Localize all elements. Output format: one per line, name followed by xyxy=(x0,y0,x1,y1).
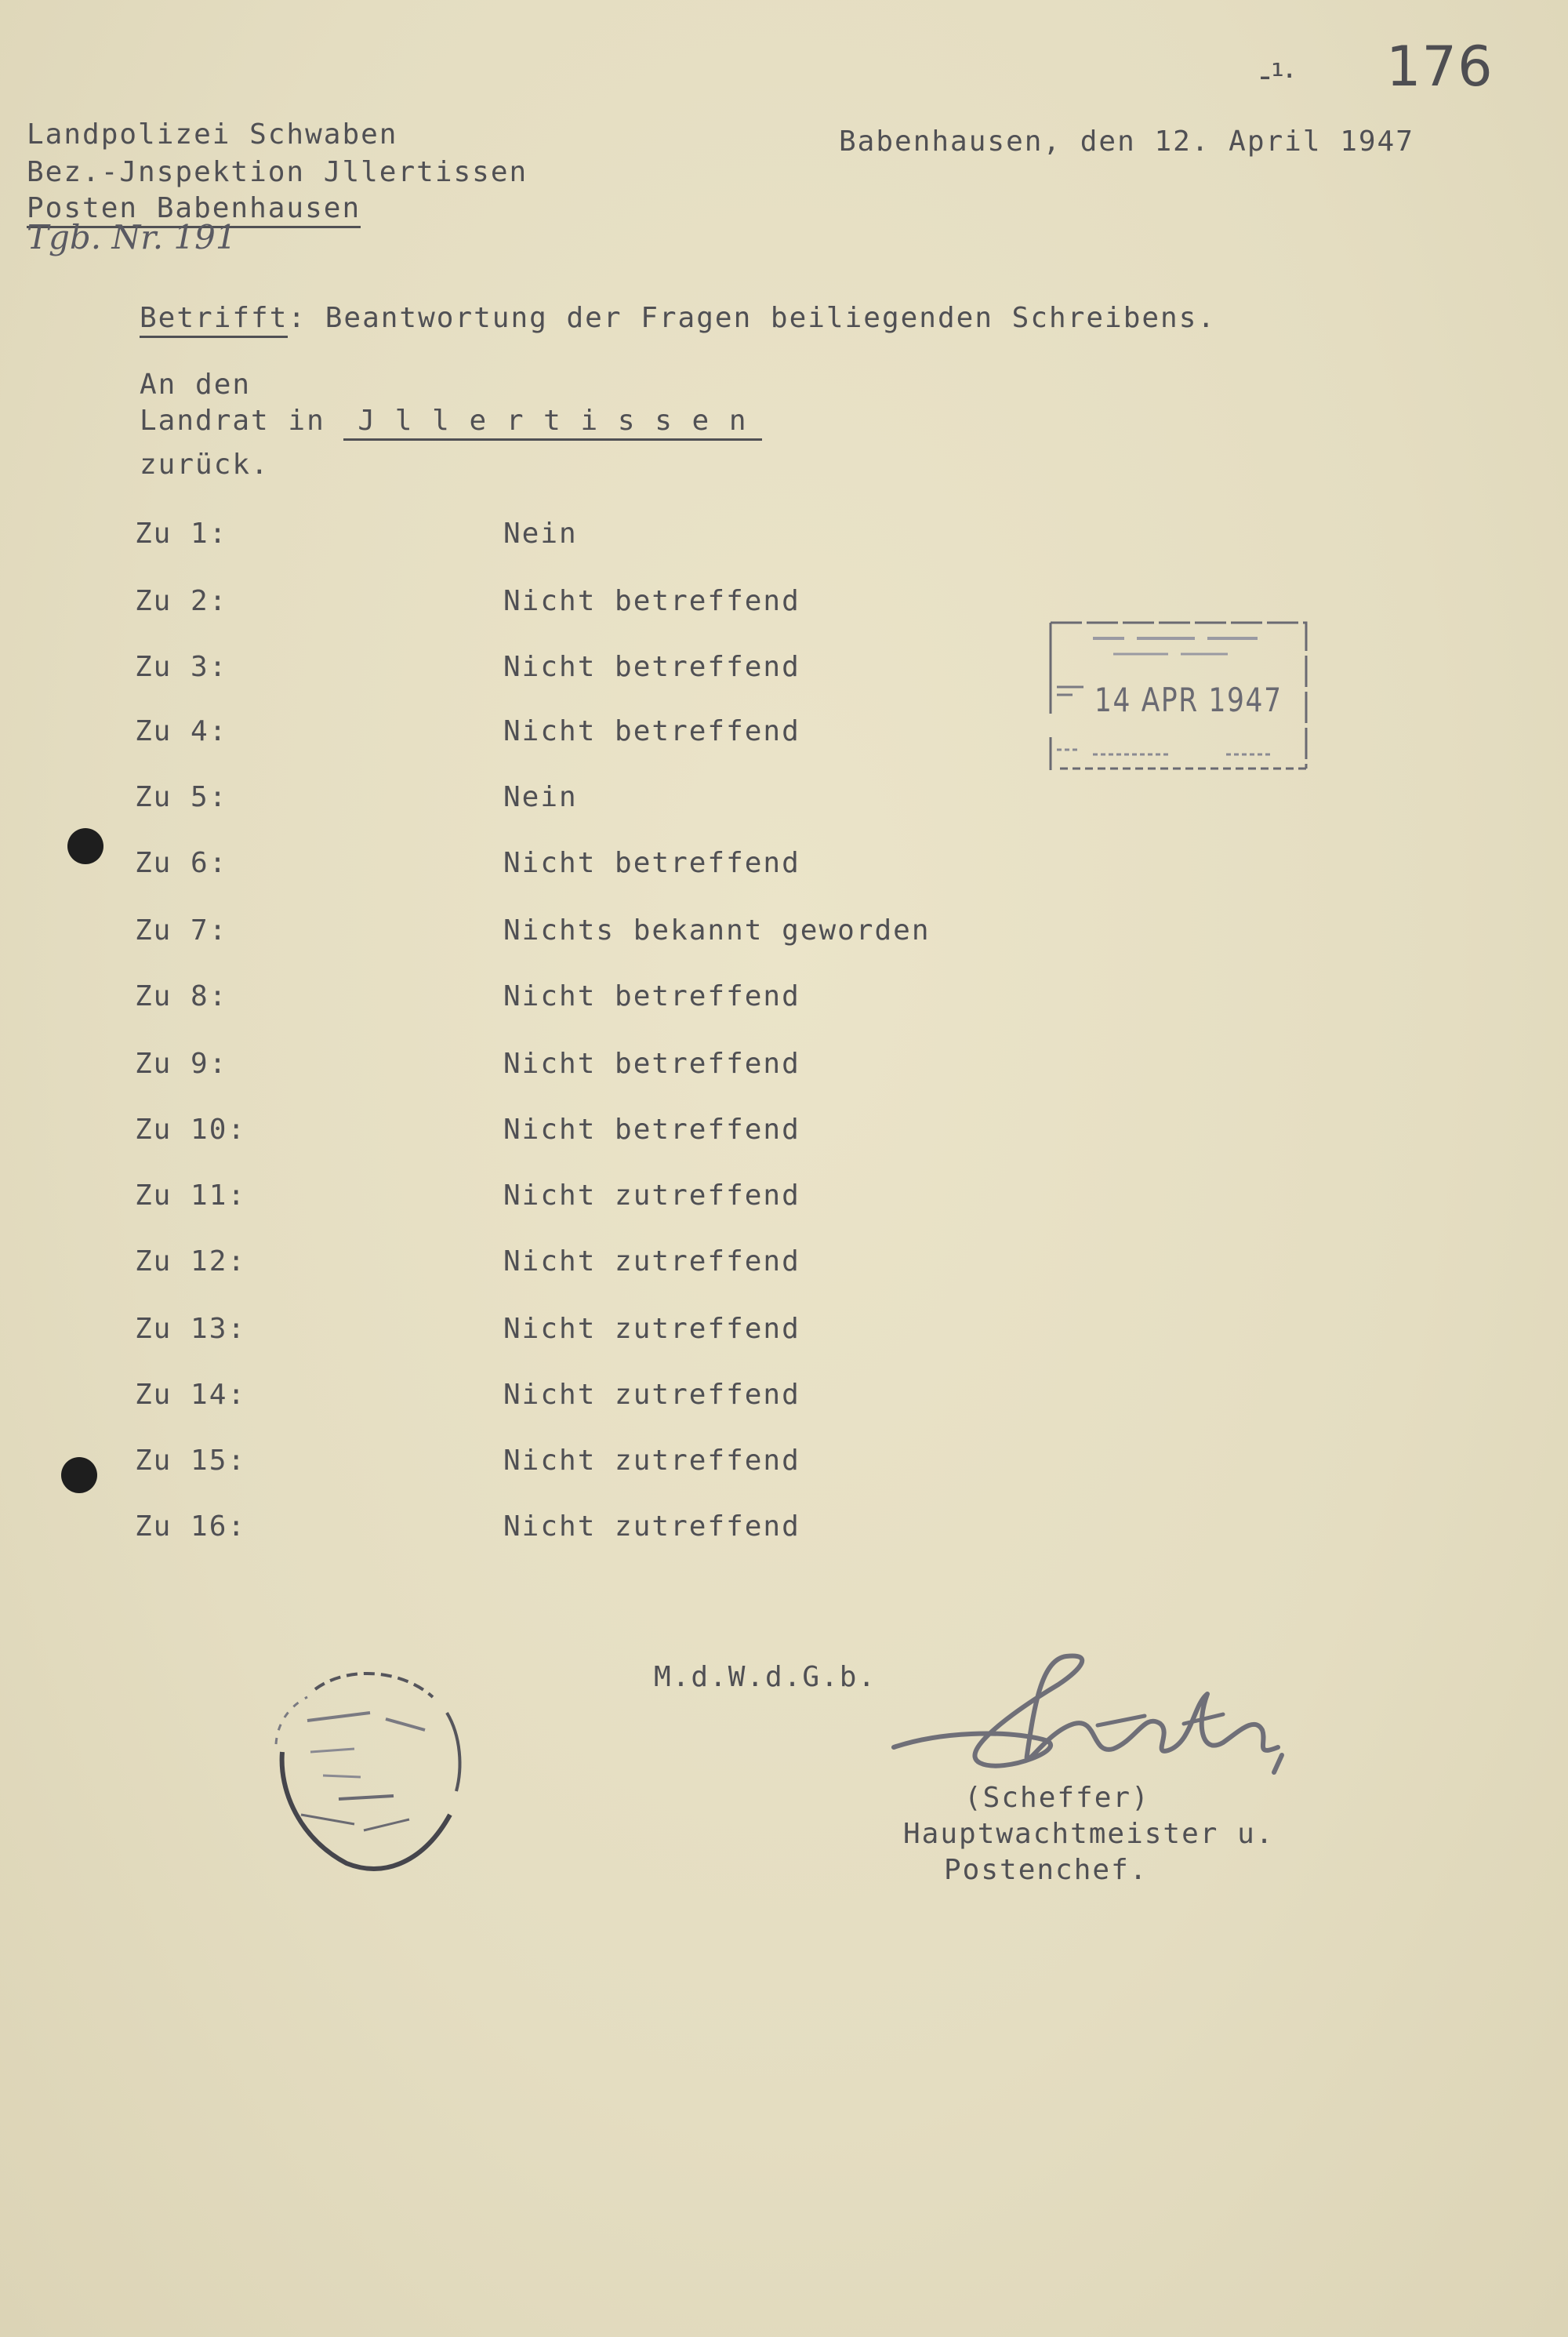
answer-text: Nicht zutreffend xyxy=(503,1510,800,1543)
answer-label: Zu 10: xyxy=(135,1114,247,1146)
signature-title: Postenchef. xyxy=(944,1854,1149,1886)
answer-text: Nicht betreffend xyxy=(503,1048,800,1080)
sender-line-2: Bez.-Jnspektion Jllertissen xyxy=(27,156,528,188)
answer-label: Zu 2: xyxy=(135,585,228,617)
answer-label: Zu 15: xyxy=(135,1445,247,1477)
answer-label: Zu 16: xyxy=(135,1510,247,1543)
answer-text: Nicht betreffend xyxy=(503,1114,800,1146)
subject-line xyxy=(140,302,1216,334)
subject-label: Betrifft xyxy=(140,302,288,338)
page-mark: -¹· xyxy=(1259,56,1295,95)
handwritten-signature xyxy=(886,1637,1294,1794)
punch-hole xyxy=(61,1457,97,1493)
signature-rank: Hauptwachtmeister u. xyxy=(903,1818,1275,1850)
answer-label: Zu 9: xyxy=(135,1048,228,1080)
answer-label: Zu 1: xyxy=(135,518,228,550)
answer-label: Zu 5: xyxy=(135,781,228,813)
closing-abbreviation: M.d.W.d.G.b. xyxy=(654,1661,877,1693)
answer-label: Zu 8: xyxy=(135,980,228,1012)
answer-label: Zu 7: xyxy=(135,914,228,947)
answer-text: Nicht zutreffend xyxy=(503,1313,800,1345)
answer-text: Nicht zutreffend xyxy=(503,1245,800,1278)
answer-text: Nicht betreffend xyxy=(503,980,800,1012)
answer-label: Zu 12: xyxy=(135,1245,247,1278)
answer-label: Zu 6: xyxy=(135,847,228,879)
addressee-line-1: An den xyxy=(140,369,252,401)
answer-text: Nicht zutreffend xyxy=(503,1379,800,1411)
addressee-prefix: Landrat in xyxy=(140,405,344,437)
answer-label: Zu 14: xyxy=(135,1379,247,1411)
page-number: 176 xyxy=(1386,35,1494,99)
answer-text: Nicht betreffend xyxy=(503,651,800,683)
answer-text: Nicht betreffend xyxy=(503,847,800,879)
subject-text: : Beantwortung der Fragen beiliegenden Schreibens. xyxy=(288,302,1217,334)
answer-text: Nichts bekannt geworden xyxy=(503,914,931,947)
date-line: Babenhausen, den 12. April 1947 xyxy=(839,125,1414,158)
answer-text: Nein xyxy=(503,781,578,813)
answer-label: Zu 13: xyxy=(135,1313,247,1345)
answer-label: Zu 11: xyxy=(135,1179,247,1212)
sender-line-3-text: Posten Babenhausen xyxy=(27,192,361,228)
sender-line-1: Landpolizei Schwaben xyxy=(27,118,398,151)
answer-text: Nicht zutreffend xyxy=(503,1179,800,1212)
answer-text: Nein xyxy=(503,518,578,550)
reference-number: Tgb. Nr. 191 xyxy=(27,218,237,256)
signature-name: (Scheffer) xyxy=(964,1782,1150,1814)
addressee-line-2 xyxy=(140,405,762,437)
addressee-line-3: zurück. xyxy=(140,449,270,481)
police-seal xyxy=(260,1658,467,1877)
answer-label: Zu 4: xyxy=(135,715,228,747)
answer-label: Zu 3: xyxy=(135,651,228,683)
received-stamp-date: 14 APR 1947 xyxy=(1094,681,1283,719)
answer-text: Nicht zutreffend xyxy=(503,1445,800,1477)
answer-text: Nicht betreffend xyxy=(503,585,800,617)
answer-text: Nicht betreffend xyxy=(503,715,800,747)
punch-hole xyxy=(67,828,103,864)
addressee-place: J l l e r t i s s e n xyxy=(343,405,761,441)
